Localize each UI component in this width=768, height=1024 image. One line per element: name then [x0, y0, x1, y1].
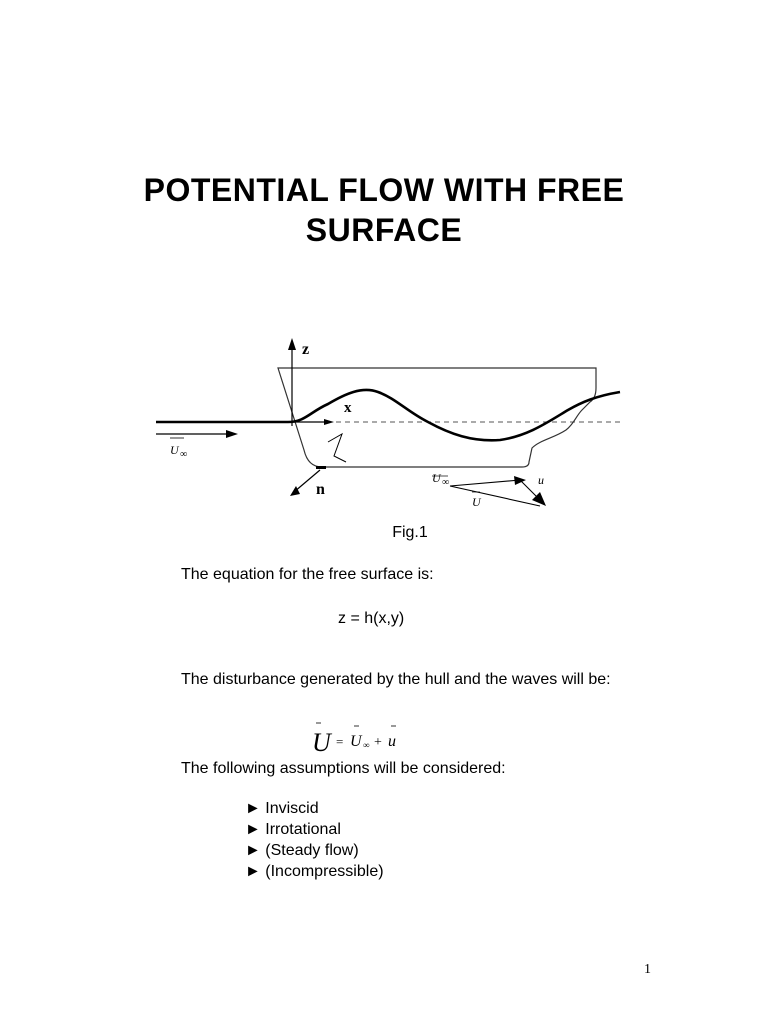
hull-outline — [278, 368, 596, 467]
assumptions-list — [245, 798, 384, 882]
list-item: ► (Incompressible) — [245, 863, 384, 880]
x-axis-label: x — [344, 400, 352, 416]
u-total-vector — [450, 486, 540, 506]
svg-text:=: = — [336, 734, 344, 749]
normal-indicator — [328, 434, 346, 462]
u-inf-vector — [450, 480, 520, 486]
page-title — [0, 170, 768, 250]
velocity-decomposition-formula — [312, 718, 432, 758]
u-inf-right-label: U — [432, 471, 441, 485]
figure-caption: Fig.1 — [392, 524, 428, 541]
u-small-label: u — [538, 473, 544, 487]
assumptions-intro: The following assumptions will be considered: — [181, 760, 506, 777]
list-item: ► Irrotational — [245, 821, 341, 838]
free-surface-intro: The equation for the free surface is: — [181, 566, 434, 583]
list-item: ► (Steady flow) — [245, 842, 359, 859]
svg-text:U: U — [312, 728, 331, 757]
svg-text:+: + — [374, 735, 382, 750]
page-number: 1 — [644, 962, 651, 977]
free-surface-wave — [156, 390, 620, 440]
svg-text:U: U — [350, 733, 362, 750]
title-line-1: POTENTIAL FLOW WITH FREE — [143, 172, 625, 208]
normal-label: n — [316, 481, 325, 498]
title-line-2: SURFACE — [305, 212, 463, 248]
svg-text:u: u — [388, 733, 396, 750]
z-axis-label: z — [302, 341, 310, 358]
u-inf-left-label: U — [170, 443, 179, 457]
u-total-label: U — [472, 495, 481, 509]
free-surface-equation: z = h(x,y) — [338, 610, 405, 627]
z-axis-arrowhead — [288, 338, 296, 350]
svg-text:∞: ∞ — [180, 449, 188, 460]
hull-flow-diagram — [150, 330, 630, 520]
svg-text:∞: ∞ — [363, 740, 370, 750]
list-item: ► Inviscid — [245, 800, 319, 817]
svg-text:∞: ∞ — [442, 477, 450, 488]
disturbance-intro: The disturbance generated by the hull and the waves will be: — [181, 671, 611, 688]
